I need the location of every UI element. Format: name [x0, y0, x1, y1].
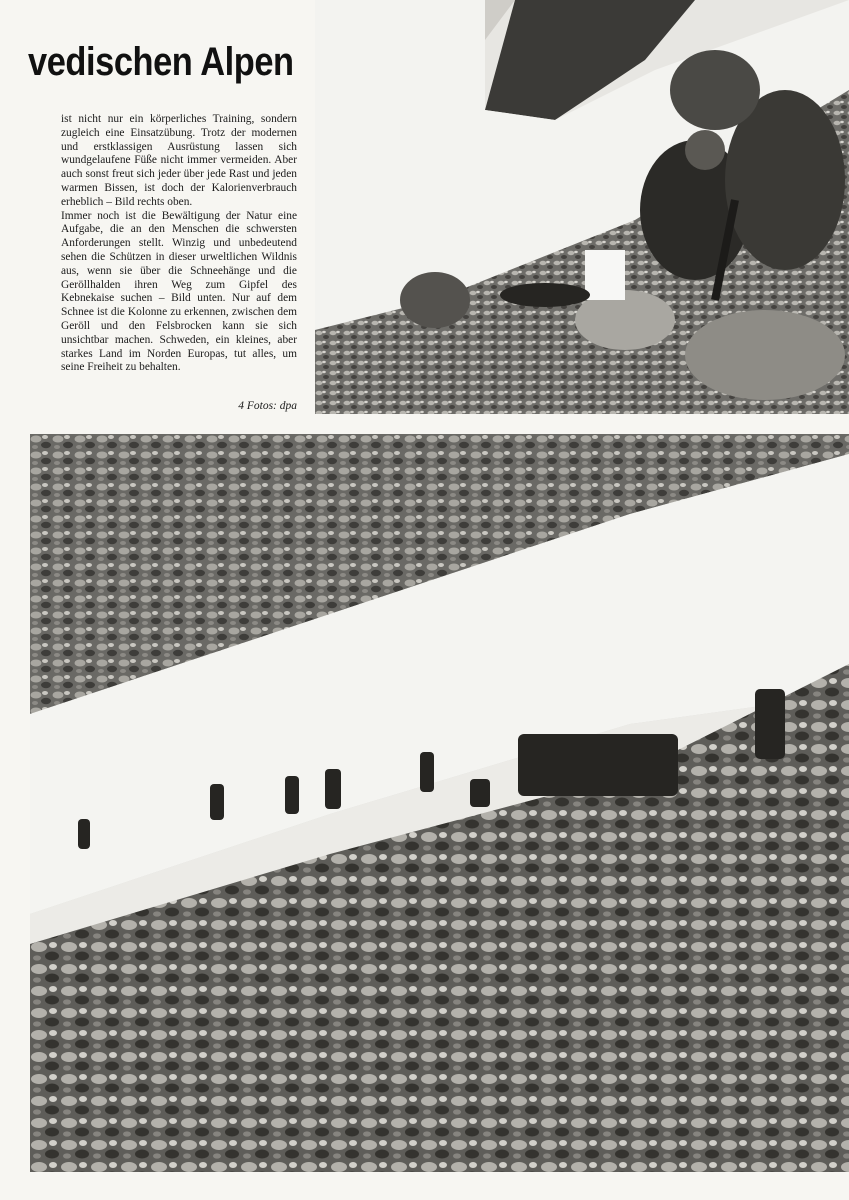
photo-soldier-column — [30, 434, 849, 1172]
headline: vedischen Alpen — [28, 40, 294, 84]
body-paragraph: ist nicht nur ein körperliches Training, sondern zugleich eine Einsatzübung. Trotz der modernen und erstklassigen Ausrüstung lassen sich wundgelaufene Füße nicht immer vermeiden. Aber auch sonst freut sich jeder über jede Rast und jeden warmen Bissen, ist doch der Kalorienverbrauch erheblich – Bild rechts oben. — [61, 113, 297, 208]
body-paragraph: Immer noch ist die Bewältigung der Natur eine Aufgabe, die an den Menschen die schwersten Anforderungen stellt. Winzig und unbedeutend sehen die Schützen in dieser urweltlichen Wildnis aus, wenn sie über die Schneehänge und die Geröllhalden ihren Weg zum Gipfel des Kebnekaise suchen – Bild unten. Nur auf dem Schnee ist die Kolonne zu erkennen, zwischen dem Geröll und den Felsbrocken kann sie sich unsichtbar machen. Schweden, ein kleines, aber starkes Land im Norden Europas, tut alles, um seine Freiheit zu behalten. — [61, 209, 297, 374]
article-body — [61, 113, 297, 375]
photo-resting-soldiers — [315, 0, 849, 414]
photo-credit: 4 Fotos: dpa — [238, 400, 297, 412]
